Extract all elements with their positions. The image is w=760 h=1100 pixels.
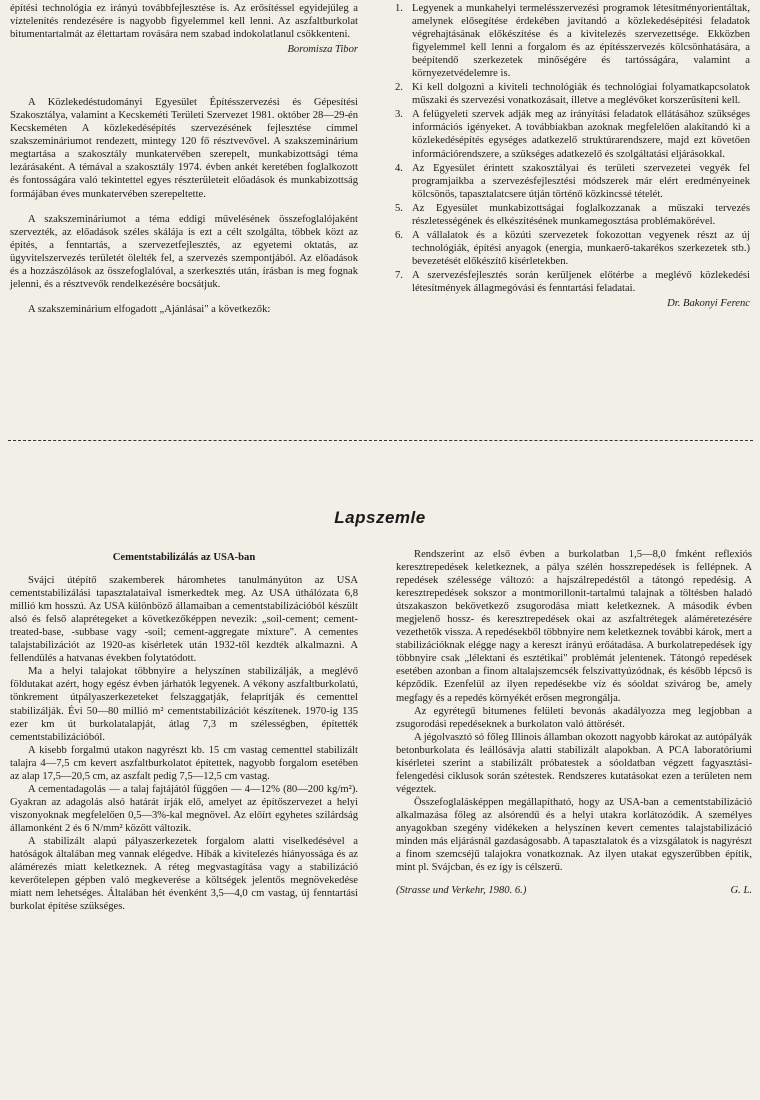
signature-bakonyi: Dr. Bakonyi Ferenc	[667, 298, 750, 310]
recommendation-item: 1. Legyenek a munkahelyi termelésszervezési programok létesítményorientáltak, amelynek elősegítése érdekében javítandó a közlekedésépítési feladatok végrehajtásának előkészítése és a kivitelezés szervezettsége. Ekközben figyelemmel kell lenni a forgalom és az építésszervezés kölcsönhatására, a beépítendő szerkezetek minőségére és tartósságára, valamint a környezetvédelemre is.	[395, 3, 750, 80]
section-title: Lapszemle	[334, 508, 426, 527]
article-left-column	[10, 551, 358, 913]
article-paragraph: A kisebb forgalmú utakon nagyrészt kb. 15 cm vastag cementtel stabilizált talajra 4—7,5 cm kevert aszfaltburkolatot építettek, nagyobb forgalom esetében az alap 17,5—20,5 cm, az aszfalt pedig 7,5—12,5 cm vastag.	[10, 744, 358, 782]
article-author: G. L.	[730, 885, 752, 897]
recommendation-item: 2. Ki kell dolgozni a kiviteli technológiák és technológiai folyamatkapcsolatok műszaki és szervezési vonatkozásait, illetve a meglévőket korszerűsíteni kell.	[395, 82, 750, 107]
recommendation-item: 5. Az Egyesület munkabizottságai foglalkozzanak a műszaki tervezés részletességének és elkészítésének munkamegosztása problémakörével.	[395, 202, 750, 227]
article-paragraph: Ma a helyi talajokat többnyire a helyszínen stabilizálják, a meglévő földutakat azért, hogy egész évben járhatók legyenek. A vékony aszfaltburkolatú, tönkrement útpályaszerkezeteket felszaggatják, felaprítják és cementtel stabilizálják. Évi 50—80 millió m² cementstabilizációt készítenek. 1970-ig 135 ezer km út burkolatalapját, átlag 7,3 m szélességben, építették cementstabilizációból.	[10, 666, 358, 743]
seminar-report-para-3: A szakszeminárium elfogadott „Ajánlásai" a következők:	[28, 303, 271, 315]
recommendation-item: 6. A vállalatok és a közúti szervezetek fokozottan vegyenek részt az új technológiák, építési anyagok (energia, munkaerő-takarékos szerkezetek stb.) bevezetését előkészítő kísérletekben.	[395, 229, 750, 267]
recommendation-item: 3. A felügyeleti szervek adják meg az irányítási feladatok ellátásához szükséges információs igényeket. A továbbiakban azoknak megfelelően alakítandó ki a közlekedésépítés egységes adatkezelő struktúrarendszere, majd ezt követően információrendszere, a szükséges adatkezelő és szolgáltatási eljárásokkal.	[395, 109, 750, 160]
recommendation-item: 7. A szervezésfejlesztés során kerüljenek előtérbe a meglévő közlekedési létesítmények állagmegóvási és fenntartási feladatai.	[395, 269, 750, 294]
article-paragraph: Rendszerint az első évben a burkolatban 1,5—8,0 fmként reflexiós keresztrepedések keletkeznek, a pálya szélén hosszrepedések is fellépnek. A repedések szélessége változó: a hajszálrepedéstől a tátongó repedésig. A keresztrepedések sokszor a montmorillonit-tartalmú talajnak a töltésben haladó útszakaszon bekövetkező zsugorodása miatt keletkeznek. A második évben megjelenő hossz- és keresztrepedések okai az aszfaltrétegek aláméretezésére vezethetők vissza. A repedésekből többnyire nem keletkeznek további károk, mert a stabilizációknak elégge nagy a kereszt irányú erőátadása. A burkolatrepedések így többnyire csak „lélektani és esztétikai" problémát jelentenek. Tátongó repedések esetében azonban a finom altalajszemcsék felszivattyúzódnak, és később lépcső is képződik. Ezenfelül az ilyen repedésekbe víz és sóoldat szivárog be, amely megfagy és a repedés környékét erősen megrongálja.	[396, 549, 752, 704]
top-left-column	[10, 2, 358, 316]
signature-boromisza: Boromisza Tibor	[287, 44, 358, 56]
article-paragraph: A cementadagolás — a talaj fajtájától függően — 4—12% (80—200 kg/m²). Gyakran az adagolás alsó határát írják elő, amelyet az építőszervezet a helyi viszonyoknak megfelelően 0,5—3%-kal megnövel. Az előírt egyhetes szilárdság államonként 2 és 6 N/mm² között változik.	[10, 783, 358, 834]
recommendation-item: 4. Az Egyesület érintett szakosztályai és területi szervezetei vegyék fel programjaikba a szervezésfejlesztési módszerek már elért eredményeinek kölcsönös, tapasztalatcsere útján történő közkincssé tételét.	[395, 162, 750, 200]
article-paragraph: A stabilizált alapú pályaszerkezetek forgalom alatti viselkedésével a hatóságok általában meg vannak elégedve. Hibák a kivitelezés hiányossága és az alámérezés miatt keletkeznek. A réteg megvastagítása vagy a stabilizáció keverőtelepen gépben való megkeverése a költségek jelentős megnövekedése miatt nem lehetséges. Általában hét évenként 3,5—4,0 cm vastag, új fenntartási burkolat építése szükséges.	[10, 835, 358, 913]
continued-text: építési technológia ez irányú továbbfejlesztése is. Az erősítéssel egyidejűleg a víztelenítés rendezésére is nagyobb figyelemmel kell lenni. Az aszfaltburkolat bitumentartalmát az élettartam rovására nem szabad indokolatlanul csökkenteni.	[10, 3, 358, 41]
article-paragraph: Az egyrétegű bitumenes felületi bevonás akadályozza meg legjobban a zsugorodási repedéseknek a burkolaton való áttörését.	[396, 705, 752, 730]
recommendations-list	[395, 2, 750, 295]
seminar-report-para-2: A szakszemináriumot a téma eddigi művelésének összefoglalójaként szervezték, az előadások széles skálája is ezt a célt szolgálta, többek közt az építés, a fenntartás, a szervezetfejlesztés, az egyetemi oktatás, az ügyvitelszervezés területét ölelték fel, a szervezés szempontjából. Az előadások és a hozzászólások az összefoglalóval, a szerkesztés után, írásban is meg fognak jelenni, és a résztvevők rendelkezésére bocsátjuk.	[10, 213, 358, 290]
article-source: (Strasse und Verkehr, 1980. 6.)	[396, 885, 527, 897]
recommendations-column	[395, 2, 750, 310]
seminar-report-para-1: A Közlekedéstudományi Egyesület Építésszervezési és Gépesítési Szakosztálya, valamint a Kecskeméti Területi Szervezet 1981. október 28—29-én Kecskeméten A közlekedésépítés szervezésének fejlesztése címmel szakszemináriumot rendezett, mintegy 120 fő résztvevővel. A szakszeminárium megtartása a szakosztály munkatervében szerepelt, munkabizottsági téma lezárásaként. A témával a szakosztály 1974. évben ankét keretében foglalkozott és fontosságára való tekintettel egyes részterületeit előadások és munkabizottság formájában éves munkatervében szerepeltette.	[10, 97, 358, 200]
article-paragraph: A jégolvasztó só főleg Illinois államban okozott nagyobb károkat az autópályák betonburkolata és leállósávja alatti stabilizált alapokban. A PCA laboratóriumi kísérletei szerint a stabilizált próbatestek a sóoldatban végzett fagyasztási-felengedési ciklusok során szétestek. Rendszeres kutatásokat ezen a területen nem végeztek.	[396, 731, 752, 795]
article-right-column	[396, 548, 752, 897]
article-title: Cementstabilizálás az USA-ban	[112, 552, 256, 563]
article-paragraph: Összefoglalásképpen megállapítható, hogy az USA-ban a cementstabilizáció alkalmazása főleg az alsórendű és a helyi utakra korlátozódik. A személyes anyagokban szegény vidékeken a helyszínen kevert cementes talajstabilizáció minden más eljárásnál gazdaságosabb. A tapasztalatok és a vizsgálatok is nagyrészt a finom szemcséjű talajokra vonatkoznak. Az ilyen utakat egyszerűbben építik, mint pl. Svájcban, és ez így is célszerű.	[396, 796, 752, 874]
article-source-line	[396, 884, 752, 897]
article-paragraph: Svájci útépítő szakemberek háromhetes tanulmányúton az USA cementstabilizálási tapasztalataival ismerkedtek meg. Az USA úthálózata 6,8 millió km hosszú. Az USA különböző államaiban a cementstabilizációból készült alsó és felső alaprétegeket a következőképpen nevezik: „soil-cement; cement-treated-base, -subbase vagy -soil; cement-aggregate mixture". A cementes talajstabilizációt az 1920-as kísérletek után 1932-től kezdték alkalmazni. A fellendülés a hatvanas években folytatódott.	[10, 575, 358, 665]
section-divider	[8, 440, 753, 441]
